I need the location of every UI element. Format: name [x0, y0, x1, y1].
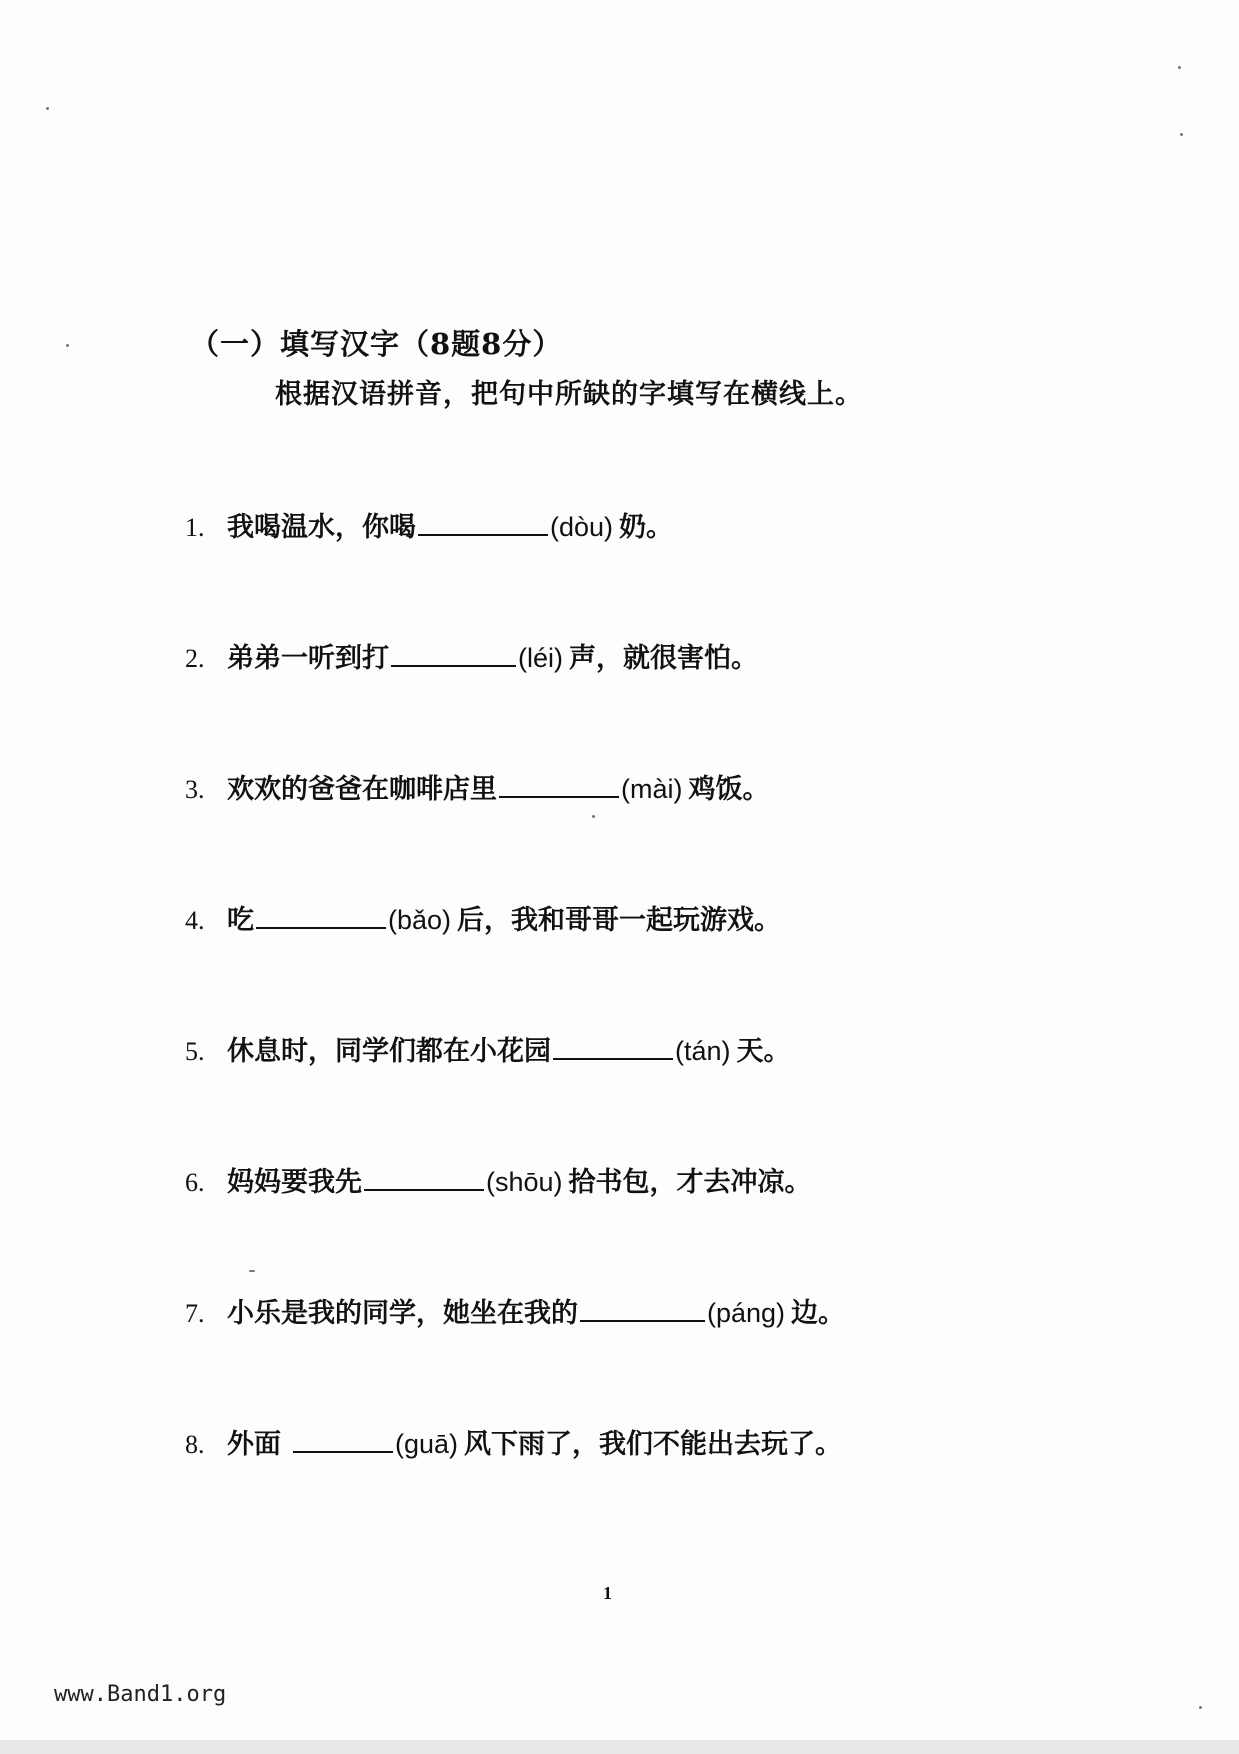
answer-blank[interactable] — [418, 510, 548, 536]
question-text-after: 后，我和哥哥一起玩游戏。 — [457, 905, 782, 936]
footer-url: www.Band1.org — [54, 1682, 227, 1707]
question-text-after: 天。 — [736, 1036, 791, 1067]
question-text-after: 鸡饭。 — [688, 774, 770, 805]
question-text-before: 弟弟一听到打 — [227, 643, 389, 674]
scan-speck — [66, 344, 69, 347]
question-7 — [185, 1291, 845, 1330]
pinyin-hint: (guā) — [395, 1429, 459, 1459]
pinyin-hint: (shōu) — [486, 1167, 563, 1197]
scan-speck — [1180, 133, 1183, 136]
question-text-before: 外面 — [227, 1429, 281, 1460]
pinyin-hint: (mài) — [621, 774, 683, 804]
question-1 — [185, 505, 673, 544]
scan-edge — [0, 1740, 1239, 1754]
section-instruction: 根据汉语拼音，把句中所缺的字填写在横线上。 — [275, 379, 863, 410]
question-2 — [185, 636, 758, 675]
page-number: 1 — [603, 1583, 612, 1603]
question-number: 5. — [185, 1037, 205, 1066]
question-3 — [185, 767, 770, 806]
answer-blank[interactable] — [256, 903, 386, 929]
answer-blank[interactable] — [293, 1427, 393, 1453]
question-text-before: 我喝温水，你喝 — [227, 512, 416, 543]
question-6 — [185, 1160, 812, 1199]
question-text-before: 休息时，同学们都在小花园 — [227, 1036, 551, 1067]
pinyin-hint: (léi) — [518, 643, 563, 673]
question-text-before: 欢欢的爸爸在咖啡店里 — [227, 774, 497, 805]
question-number: 2. — [185, 644, 205, 673]
answer-blank[interactable] — [499, 772, 619, 798]
scan-speck — [46, 107, 49, 110]
question-number: 7. — [185, 1299, 205, 1328]
section-heading: （一）填写汉字（8题8分） — [190, 327, 563, 361]
question-text-after: 拾书包，才去冲凉。 — [568, 1167, 812, 1198]
question-text-after: 风下雨了，我们不能出去玩了。 — [464, 1429, 843, 1460]
scan-speck — [1199, 1706, 1202, 1709]
question-number: 6. — [185, 1168, 205, 1197]
question-text-before: 小乐是我的同学，她坐在我的 — [227, 1298, 578, 1329]
question-text-after: 边。 — [791, 1298, 846, 1329]
scan-speck — [249, 1270, 255, 1272]
question-5 — [185, 1029, 791, 1068]
question-text-before: 吃 — [227, 905, 254, 936]
answer-blank[interactable] — [580, 1296, 705, 1322]
answer-blank[interactable] — [364, 1165, 484, 1191]
question-text-after: 奶。 — [619, 512, 674, 543]
question-number: 3. — [185, 775, 205, 804]
scan-speck — [1178, 66, 1181, 69]
scan-speck — [592, 815, 595, 818]
question-text-before: 妈妈要我先 — [227, 1167, 362, 1198]
pinyin-hint: (bǎo) — [388, 905, 452, 935]
question-number: 4. — [185, 906, 205, 935]
pinyin-hint: (tán) — [675, 1036, 731, 1066]
question-4 — [185, 898, 781, 937]
pinyin-hint: (dòu) — [550, 512, 614, 542]
pinyin-hint: (páng) — [707, 1298, 786, 1328]
answer-blank[interactable] — [391, 641, 516, 667]
question-number: 1. — [185, 513, 205, 542]
question-text-after: 声，就很害怕。 — [569, 643, 758, 674]
answer-blank[interactable] — [553, 1034, 673, 1060]
question-number: 8. — [185, 1430, 205, 1459]
question-8 — [185, 1422, 842, 1461]
